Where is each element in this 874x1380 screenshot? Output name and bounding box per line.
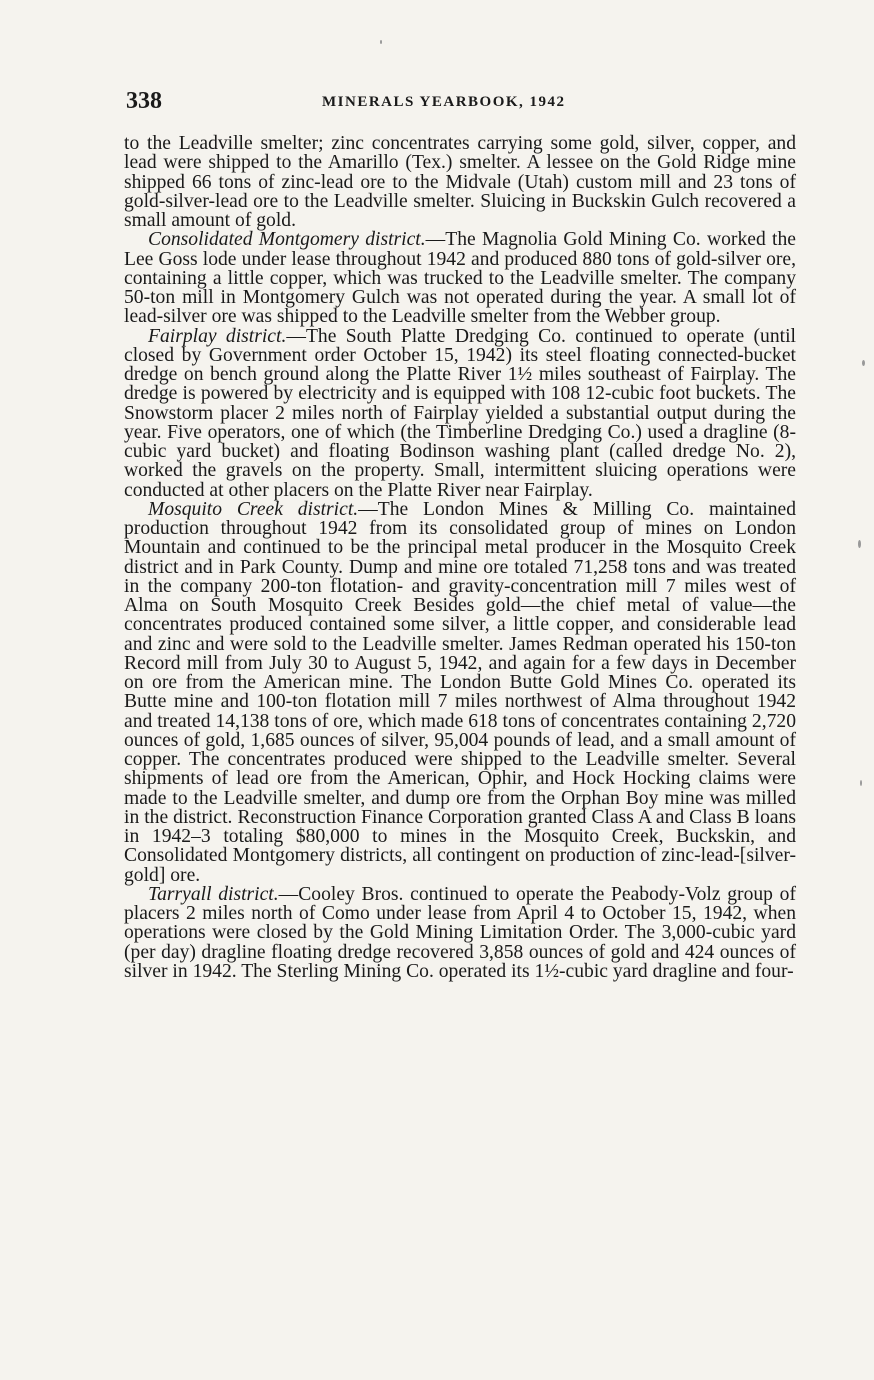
scan-speck — [380, 40, 382, 44]
page-number: 338 — [126, 88, 162, 114]
scan-speck — [858, 540, 861, 548]
district-heading: Tarryall district. — [148, 883, 279, 905]
paragraph-consolidated-montgomery — [124, 230, 796, 326]
page-header — [122, 88, 792, 118]
paragraph-text: to the Leadville smelter; zinc concentrates carrying some gold, silver, copper, and lead were shipped to the Amarillo (Tex.) smelter. A lessee on the Gold Ridge mine shipped 66 tons of zinc-lead ore to the Midvale (Utah) custom mill and 23 tons of gold-silver-lead ore to the Leadville smelter. Sluicing in Buckskin Gulch recovered a small amount of gold. — [124, 133, 796, 231]
paragraph-text: —The London Mines & Milling Co. maintained production throughout 1942 from its consolidated group of mines on London Mountain and continued to be the principal metal producer in the Mosquito Creek district and in Park County. Dump and mine ore totaled 71,258 tons and was treated in the company 200-ton flotation- and gravity-concentration mill 7 miles west of Alma on South Mosquito Creek Besides gold—the chief metal of value—the concentrates produced contained some silver, a little copper, and considerable lead and zinc and were sold to the Leadville smelter. James Redman operated his 150-ton Record mill from July 30 to August 5, 1942, and again for a few days in December on ore from the American mine. The London Butte Gold Mines Co. operated its Butte mine and 100-ton flotation mill 7 miles northwest of Alma throughout 1942 and treated 14,138 tons of ore, which made 618 tons of concentrates containing 2,720 ounces of gold, 1,685 ounces of silver, 95,004 pounds of lead, and a small amount of copper. The concentrates produced were shipped to the Leadville smelter. Several shipments of lead ore from the American, Ophir, and Hock Hocking claims were made to the Leadville smelter, and dump ore from the Orphan Boy mine was milled in the district. Reconstruction Finance Corporation granted Class A and Class B loans in 1942–3 totaling $80,000 to mines in the Mosquito Creek, Buckskin, and Consolidated Montgomery districts, all contingent on production of zinc-lead-[silver-gold] ore. — [124, 498, 797, 886]
paragraph-tarryall — [124, 885, 796, 981]
body-text — [124, 134, 796, 981]
paragraph-text: —The South Platte Dredging Co. continued to operate (until closed by Government order October 15, 1942) its steel floating connected-bucket dredge on bench ground along the Platte River 1½ miles southeast of Fairplay. The dredge is powered by electricity and is equipped with 108 12-cubic foot buckets. The Snowstorm placer 2 miles north of Fairplay yielded a substantial output during the year. Five operators, one of which (the Timberline Dredging Co.) used a dragline (8-cubic yard bucket) and floating Bodinson washing plant (called dredge No. 2), worked the gravels on the property. Small, intermittent sluicing operations were conducted at other placers on the Platte River near Fairplay. — [124, 325, 796, 501]
paragraph-fairplay — [124, 327, 796, 500]
paragraph-text: —The Magnolia Gold Mining Co. worked the Lee Goss lode under lease throughout 1942 and produced 880 tons of gold-silver ore, containing a little copper, which was trucked to the Leadville smelter. The company 50-ton mill in Montgomery Gulch was not operated during the year. A small lot of lead-silver ore was shipped to the Leadville smelter from the Webber group. — [124, 229, 796, 328]
paragraph-mosquito-creek — [124, 500, 796, 885]
paragraph-continuation — [124, 134, 796, 230]
district-heading: Mosquito Creek district. — [148, 498, 359, 520]
scan-speck — [860, 780, 862, 786]
running-head: MINERALS YEARBOOK, 1942 — [322, 94, 566, 110]
district-heading: Fairplay district. — [148, 325, 287, 347]
paragraph-text: —Cooley Bros. continued to operate the Peabody-Volz group of placers 2 miles north of Como under lease from April 4 to October 15, 1942, when operations were closed by the Gold Mining Limitation Order. The 3,000-cubic yard (per day) dragline floating dredge recovered 3,858 ounces of gold and 424 ounces of silver in 1942. The Sterling Mining Co. operated its 1½-cubic yard dragline and four- — [124, 883, 796, 982]
district-heading: Consolidated Montgomery district. — [148, 229, 426, 251]
scan-speck — [862, 360, 865, 366]
